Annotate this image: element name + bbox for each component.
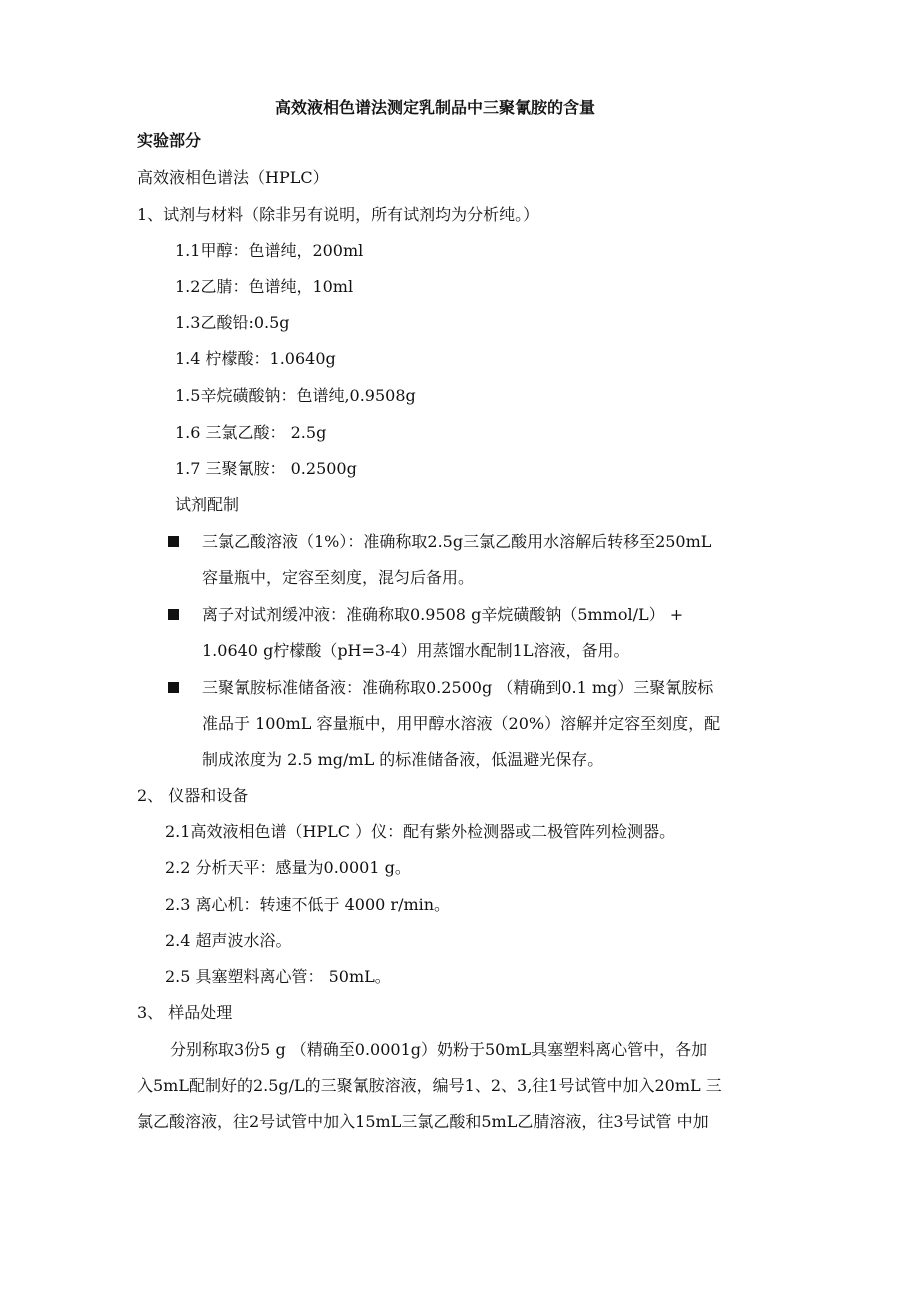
- section2-heading: 2、 仪器和设备: [137, 786, 249, 805]
- reagent-item: 1.4 柠檬酸：1.0640g: [175, 349, 336, 368]
- equipment-item: 2.2 分析天平：感量为0.0001 g。: [165, 858, 411, 877]
- equipment-item: 2.5 具塞塑料离心管： 50mL。: [165, 967, 391, 986]
- section-heading: 实验部分: [137, 131, 202, 150]
- bullet-square-icon: [168, 536, 179, 547]
- bullet-square-icon: [168, 609, 179, 620]
- equipment-item: 2.3 离心机：转速不低于 4000 r/min。: [165, 895, 451, 914]
- prep-bullet-line: 容量瓶中，定容至刻度，混匀后备用。: [202, 568, 475, 587]
- bullet-square-icon: [168, 682, 179, 693]
- prep-bullet-line: 1.0640 g柠檬酸（pH=3-4）用蒸馏水配制1L溶液，备用。: [202, 641, 630, 660]
- prep-bullet-line: 三氯乙酸溶液（1%）：准确称取2.5g三氯乙酸用水溶解后转移至250mL: [202, 532, 712, 551]
- reagent-item: 1.1甲醇：色谱纯，200ml: [175, 241, 364, 260]
- procedure-line: 氯乙酸溶液，往2号试管中加入15mL三氯乙酸和5mL乙腈溶液，往3号试管 中加: [137, 1112, 709, 1131]
- procedure-line: 入5mL配制好的2.5g/L的三聚氰胺溶液，编号1、2、3,往1号试管中加入20mL 三: [137, 1076, 722, 1095]
- reagent-item: 1.5辛烷磺酸钠：色谱纯,0.9508g: [175, 386, 416, 405]
- prep-bullet-line: 三聚氰胺标准储备液：准确称取0.2500g （精确到0.1 mg）三聚氰胺标: [202, 678, 714, 697]
- prep-bullet-line: 制成浓度为 2.5 mg/mL 的标准储备液，低温避光保存。: [202, 750, 604, 769]
- section3-heading: 3、 样品处理: [137, 1003, 233, 1022]
- prep-bullet-line: 离子对试剂缓冲液：准确称取0.9508 g辛烷磺酸钠（5mmol/L） +: [202, 605, 684, 624]
- prep-bullet-line: 准品于 100mL 容量瓶中，用甲醇水溶液（20%）溶解并定容至刻度，配: [202, 714, 721, 733]
- equipment-item: 2.4 超声波水浴。: [165, 931, 292, 950]
- reagent-item: 1.7 三聚氰胺： 0.2500g: [175, 459, 357, 478]
- procedure-line: 分别称取3份5 g （精确至0.0001g）奶粉于50mL具塞塑料离心管中，各加: [170, 1040, 708, 1059]
- reagent-item: 1.2乙腈：色谱纯，10ml: [175, 277, 354, 296]
- section1-heading: 1、试剂与材料（除非另有说明，所有试剂均为分析纯。）: [137, 205, 540, 224]
- prep-heading: 试剂配制: [175, 495, 240, 514]
- equipment-item: 2.1高效液相色谱（HPLC ）仪：配有紫外检测器或二极管阵列检测器。: [165, 822, 676, 841]
- document-title: 高效液相色谱法测定乳制品中三聚氰胺的含量: [275, 98, 596, 117]
- reagent-item: 1.3乙酸铅:0.5g: [175, 313, 290, 332]
- method-name: 高效液相色谱法（HPLC）: [137, 168, 329, 187]
- reagent-item: 1.6 三氯乙酸： 2.5g: [175, 423, 327, 442]
